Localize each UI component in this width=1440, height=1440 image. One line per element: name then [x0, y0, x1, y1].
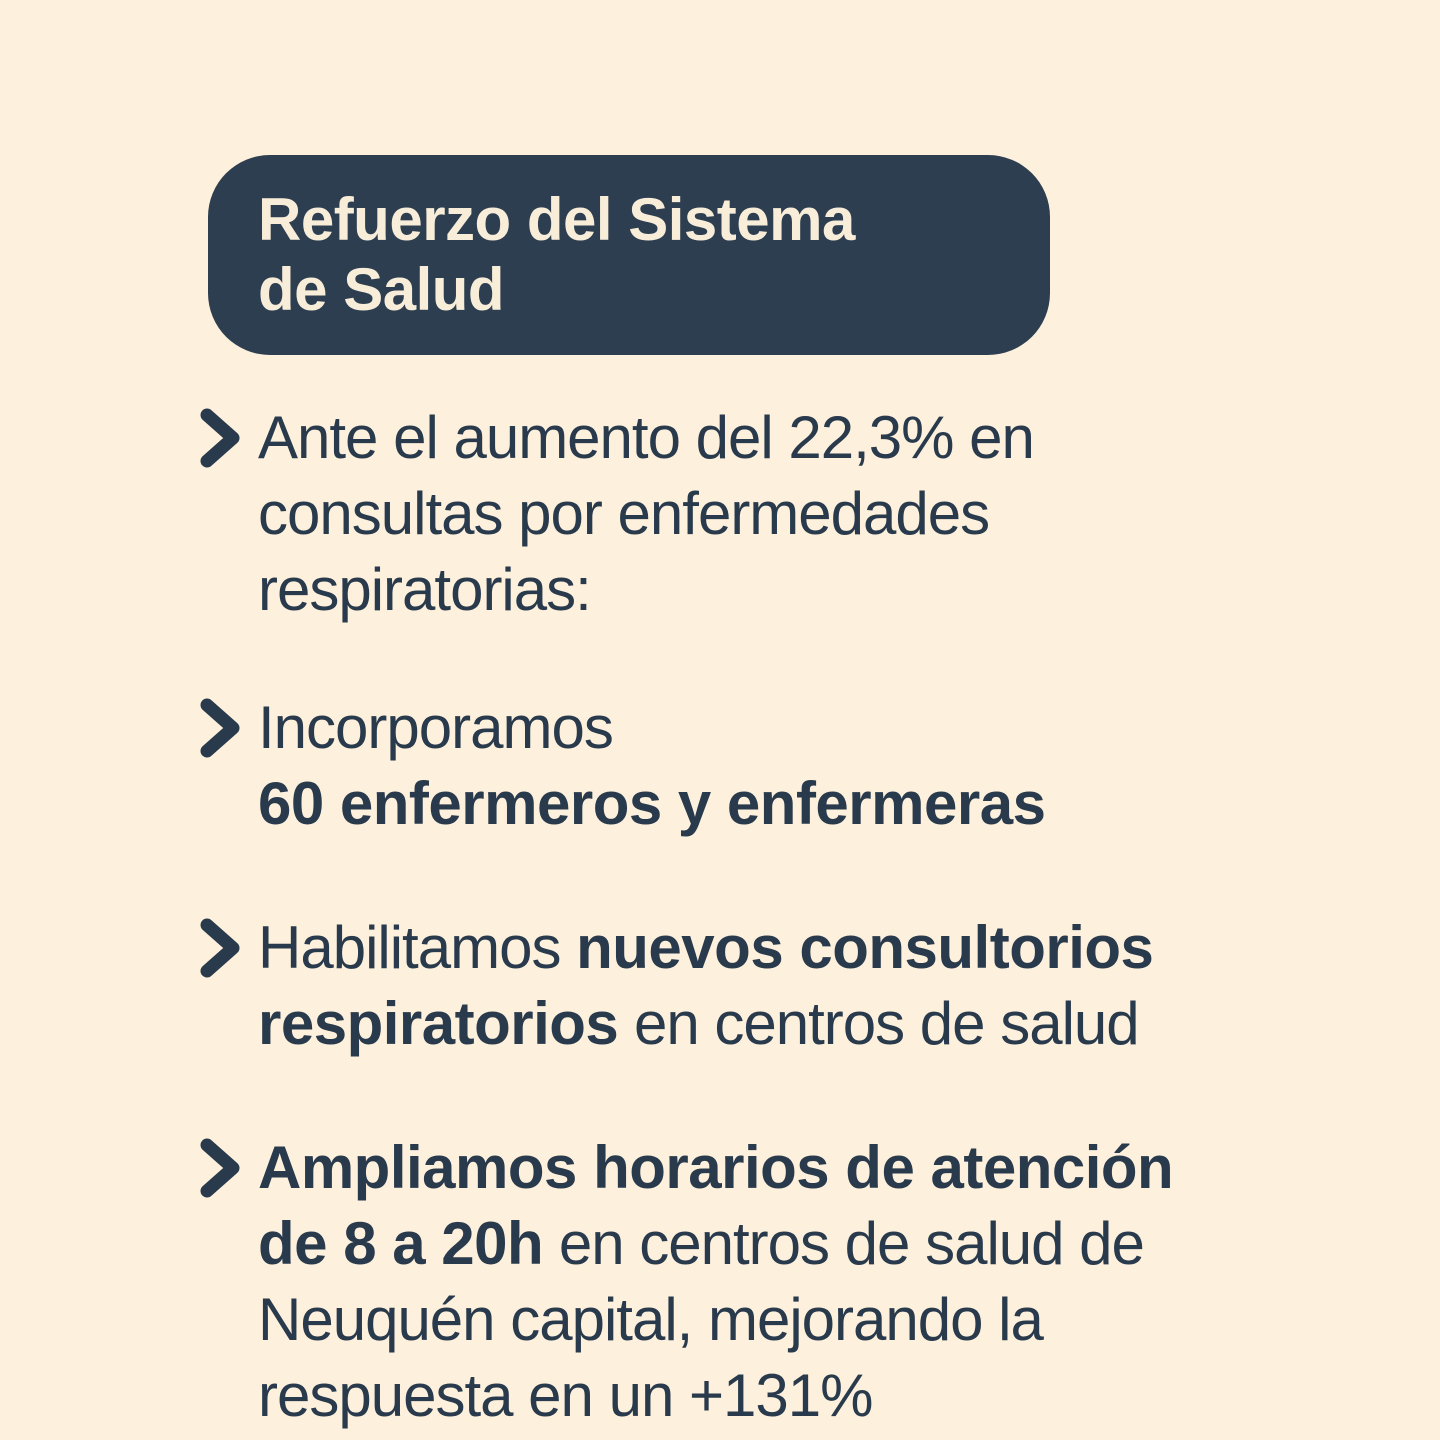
bullet-text: Habilitamos nuevos consultorios respiratorios en centros de salud	[258, 914, 1154, 1057]
chevron-right-icon	[196, 405, 244, 471]
bullet-item-respiratory-increase	[196, 400, 1346, 628]
page-title	[258, 185, 855, 325]
title-badge	[208, 155, 1050, 355]
bullet-list	[196, 400, 1346, 1434]
bullet-text: Ante el aumento del 22,3% en consultas por enfermedades respiratorias:	[258, 404, 1034, 623]
chevron-right-icon	[196, 1135, 244, 1201]
page-title-line-2: de Salud	[258, 256, 505, 323]
bullet-item-nurses-added	[196, 690, 1346, 842]
bullet-text: Ampliamos horarios de atención de 8 a 20h en centros de salud de Neuquén capital, mejorando la respuesta en un +131%	[258, 1134, 1174, 1429]
bullet-item-extended-hours	[196, 1130, 1346, 1434]
page-title-line-1: Refuerzo del Sistema	[258, 186, 855, 253]
chevron-right-icon	[196, 695, 244, 761]
chevron-right-icon	[196, 915, 244, 981]
bullet-item-new-clinics	[196, 910, 1346, 1062]
bullet-text: Incorporamos 60 enfermeros y enfermeras	[258, 694, 1046, 837]
